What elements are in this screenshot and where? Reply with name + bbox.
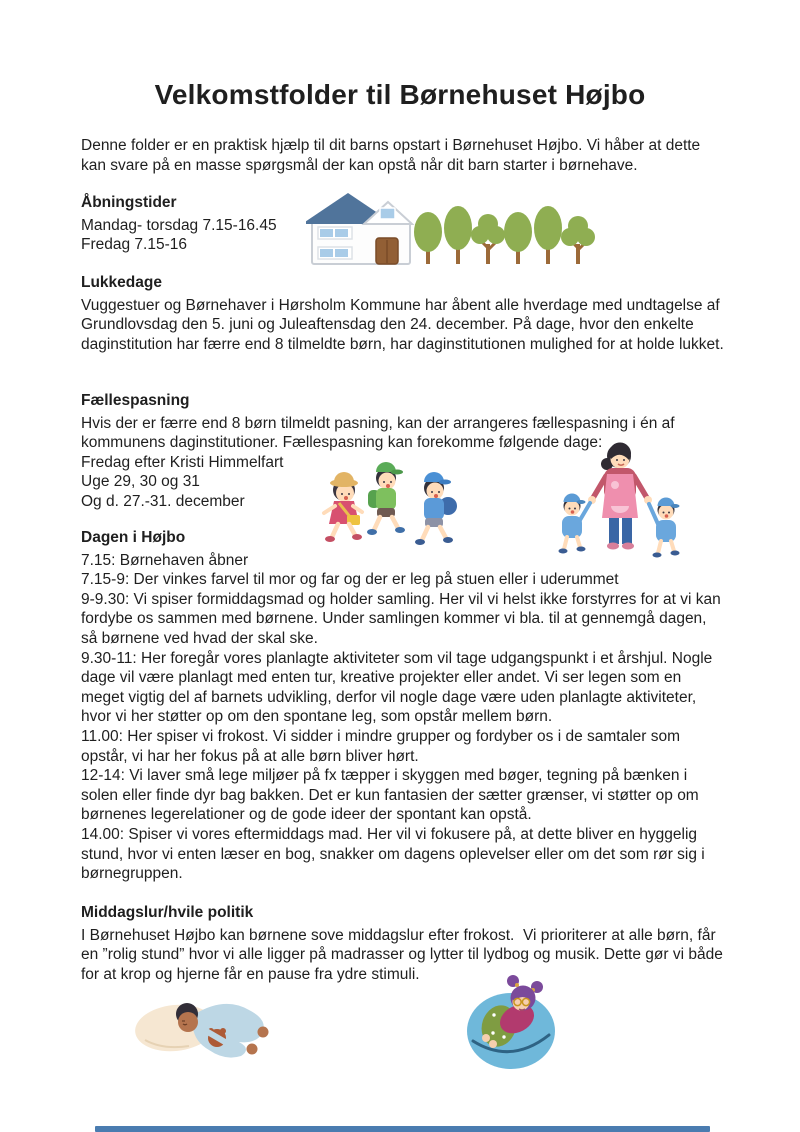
- section-closing-days: [81, 273, 727, 354]
- house-icon: [306, 193, 412, 264]
- schedule-line: 7.15: Børnehaven åbner: [81, 551, 249, 569]
- shared-care-line: Fredag efter Kristi Himmelfart: [81, 453, 284, 471]
- shared-care-body: Hvis der er færre end 8 børn tilmeldt pasning, kan der arrangeres fællespasning i én af kommunens daginstitutioner. Fællespasning kan forekomme følgende dage:: [81, 414, 675, 452]
- nap-policy-body: I Børnehuset Højbo kan børnene sove middagslur efter frokost. Vi prioriterer at alle børn, får en ”rolig stund” hvor vi alle ligger på madrasser og lytter til lydbog og musik. Dette gør vi både for at krop og hjerne får en pause fra ydre stimuli.: [81, 926, 728, 983]
- schedule-line: 12-14: Vi laver små lege miljøer på fx tæpper i skyggen med bøger, tegning på bænken i solen eller finde dyr bag bakken. Det er kun fantasien der sætter grænser, vi støtter op om børnenes legerelationer og de gode ideer der spontant kan opstå.: [81, 767, 699, 824]
- house-with-trees-illustration: [306, 192, 614, 266]
- opening-hours-line: Mandag- torsdag 7.15-16.45: [81, 216, 277, 234]
- child-resting-in-beanbag-illustration: [459, 971, 563, 1075]
- section-daily-schedule: [81, 528, 727, 884]
- trees-icon: [414, 206, 595, 264]
- shared-care-line: Og d. 27.-31. december: [81, 492, 245, 510]
- shared-care-heading: Fællespasning: [81, 392, 190, 409]
- schedule-line: 9-9.30: Vi spiser formiddagsmad og holder samling. Her vil vi helst ikke forstyrres for at vi kan fordybe os sammen med børnene. Under samlingen kommer vi bla. til at gennemgå dagen, så børnene ved hvad der skal ske.: [81, 590, 721, 647]
- closing-days-heading: Lukkedage: [81, 274, 162, 291]
- opening-hours-line: Fredag 7.15-16: [81, 236, 187, 254]
- closing-days-body: Vuggestuer og Børnehaver i Hørsholm Kommune har åbent alle hverdage med undtagelse af Grundlovsdag den 5. juni og Juleaftensdag den 24. december. På dage, hvor den enkelte daginstitution har færre end 8 tilmeldte børn, har daginstitutionen mulighed for at holde lukket.: [81, 296, 724, 353]
- daily-schedule-heading: Dagen i Højbo: [81, 529, 186, 546]
- page-title: Velkomstfolder til Børnehuset Højbo: [154, 79, 646, 110]
- schedule-line: 14.00: Spiser vi vores eftermiddags mad. Her vil vi fokusere på, at dette bliver en hyggelig stund, hvor vi enten læser en bog, snakker om dagens oplevelser eller om det som rør sig i børnegruppen.: [81, 825, 705, 883]
- schedule-line: 9.30-11: Her foregår vores planlagte aktiviteter som vil tage udgangspunkt i et årshjul. Nogle dage vil være planlagt med enten tur, kreative projekter eller andet. Vi ser legen som en meget vigtig del af barnets udvikling, derfor vil nogle dage være uden planlagte aktiviteter, hvor vi her støtter op om den spontane leg, som opstår mellem børn.: [81, 649, 713, 726]
- intro-paragraph: Denne folder er en praktisk hjælp til dit barns opstart i Børnehuset Højbo. Vi håber at dette kan svare på en masse spørgsmål der kan opstå når dit barn starter i børnehave.: [81, 137, 701, 174]
- schedule-line: 7.15-9: Der vinkes farvel til mor og far og der er leg på stuen eller i uderummet: [81, 571, 619, 589]
- section-nap-policy: [81, 903, 727, 984]
- opening-hours-heading: Åbningstider: [81, 194, 177, 211]
- boy-green-cap-icon: [367, 462, 405, 535]
- next-page-edge: [95, 1126, 710, 1132]
- intro-section: [81, 136, 727, 175]
- nap-policy-heading: Middagslur/hvile politik: [81, 904, 254, 921]
- shared-care-line: Uge 29, 30 og 31: [81, 473, 200, 491]
- sleeping-child-illustration: [133, 984, 295, 1066]
- sleeping-child-icon: [176, 1003, 269, 1058]
- schedule-line: 11.00: Her spiser vi frokost. Vi sidder i mindre grupper og fordyber os i de samtaler som opstår, vi har her fokus på at alle børn bliver hørt.: [81, 727, 681, 765]
